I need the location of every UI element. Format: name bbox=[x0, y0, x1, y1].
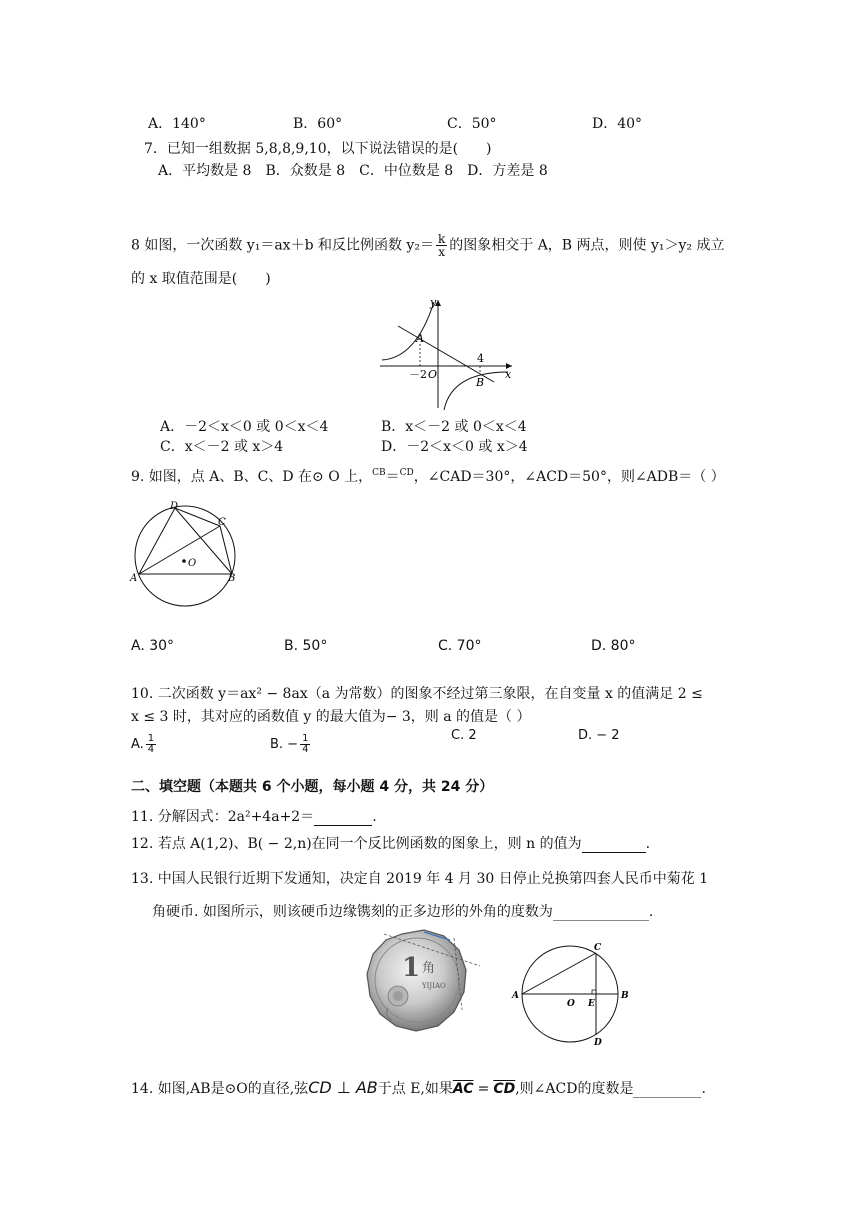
q8-hyperbola-left bbox=[382, 302, 434, 360]
q9-option-a: A. 30° bbox=[131, 638, 175, 654]
coin-pinyin: YIJIAO bbox=[422, 982, 446, 990]
q9-label-c: C bbox=[218, 517, 226, 528]
q9-option-d: D. 80° bbox=[591, 638, 636, 654]
q13-line1: 13. 中国人民银行近期下发通知，决定自 2019 年 4 月 30 日停止兑换第四套人民币中菊花 1 bbox=[131, 871, 709, 887]
q8-x-label: x bbox=[505, 368, 512, 381]
q8-stem-line2: 的 x 取值范围是( ) bbox=[131, 271, 271, 287]
q10-option-a-num: 1 bbox=[147, 733, 155, 744]
q14-stem-part1: 14. 如图,AB是⊙O的直径,弦 bbox=[131, 1081, 309, 1097]
q9-stem bbox=[131, 466, 725, 486]
q10-option-b-den: 4 bbox=[302, 744, 309, 755]
q9-eq: ＝ bbox=[385, 469, 400, 485]
q8-function-graph bbox=[376, 296, 516, 414]
q14-label-d: D bbox=[594, 1038, 602, 1048]
q14 bbox=[131, 1078, 706, 1098]
q14-label-b: B bbox=[621, 991, 629, 1001]
q9-arc-cd-text: CD bbox=[399, 468, 414, 478]
q10-line1: 10. 二次函数 y＝ax² − 8ax（a 为常数）的图象不经过第三象限，在自变量 x 的值满足 2 ≤ bbox=[131, 686, 703, 702]
q6-option-d: D．40° bbox=[592, 116, 643, 132]
q14-label-o: O bbox=[567, 999, 575, 1009]
q14-eq: = bbox=[477, 1081, 490, 1097]
q9-label-o: O bbox=[188, 558, 197, 569]
q12-end: . bbox=[645, 836, 651, 852]
q6-option-a: A．140° bbox=[148, 116, 206, 132]
q10-option-a-prefix: A. bbox=[131, 737, 144, 752]
q14-stem-part2: 于点 E,如果 bbox=[377, 1081, 453, 1097]
q8-stem-line1 bbox=[131, 233, 725, 258]
coin-numeral: 1 bbox=[402, 953, 421, 983]
q8-four-label: 4 bbox=[477, 352, 484, 365]
q9-segment-ad bbox=[139, 508, 175, 574]
q9-stem-part2: ，∠CAD＝30°，∠ACD＝50°，则∠ADB＝（ ） bbox=[413, 469, 725, 485]
q11-answer-blank[interactable] bbox=[314, 809, 372, 826]
q11 bbox=[131, 806, 377, 826]
q14-label-c: C bbox=[594, 943, 602, 953]
q9-option-b: B. 50° bbox=[284, 638, 328, 654]
q9-arc-cb bbox=[372, 468, 386, 478]
q6-option-b: B．60° bbox=[293, 116, 343, 132]
q10-option-a-den: 4 bbox=[147, 744, 155, 755]
q9-center-dot bbox=[182, 559, 186, 563]
q12-stem: 12. 若点 A(1,2)、B( − 2,n)在同一个反比例函数的图象上，则 n 的值为 bbox=[131, 836, 582, 852]
q7-options: A．平均数是 8 B．众数是 8 C．中位数是 8 D．方差是 8 bbox=[158, 163, 548, 179]
q14-arc-ac: $\overline{AC}$ bbox=[452, 1081, 474, 1097]
q8-stem-part2: 的图象相交于 A，B 两点，则使 y₁＞y₂ 成立 bbox=[449, 237, 725, 254]
q9-stem-part1: 9. 如图，点 A、B、C、D 在⊙ O 上， bbox=[131, 469, 373, 485]
q8-point-a-label: A bbox=[416, 332, 424, 345]
q9-segment-dc bbox=[175, 508, 220, 526]
section2-title: 二、填空题（本题共 6 个小题，每小题 4 分，共 24 分） bbox=[131, 779, 494, 795]
q14-arc-cd: $\overline{CD}$ bbox=[493, 1081, 516, 1097]
q8-y-label: y bbox=[430, 296, 437, 309]
q8-frac-den: x bbox=[438, 245, 445, 259]
q9-arc-cb-text: CB bbox=[372, 468, 386, 478]
coin-image bbox=[362, 928, 486, 1034]
q10-option-a bbox=[131, 734, 158, 755]
q8-option-b: B．x＜－2 或 0＜x＜4 bbox=[381, 419, 527, 435]
q10-option-d: D. − 2 bbox=[578, 728, 620, 743]
q9-label-b: B bbox=[228, 573, 236, 584]
q9-label-d: D bbox=[170, 501, 179, 512]
q14-circle-figure bbox=[508, 940, 634, 1048]
q8-option-c: C．x＜－2 或 x＞4 bbox=[160, 439, 284, 455]
q8-fraction bbox=[436, 233, 447, 258]
q8-frac-num: k bbox=[437, 232, 446, 246]
q9-circle-figure bbox=[128, 498, 240, 610]
q13-line2-text: 角硬币. 如图所示，则该硬币边缘镌刻的正多边形的外角的度数为 bbox=[152, 904, 553, 920]
q9-segment-ac bbox=[139, 526, 220, 574]
q10-option-b-fraction bbox=[300, 734, 310, 755]
q8-stem-part1: 8 如图，一次函数 y₁＝ax＋b 和反比例函数 y₂＝ bbox=[131, 237, 434, 254]
q12-answer-blank[interactable] bbox=[582, 836, 646, 853]
q12 bbox=[131, 833, 650, 853]
q14-label-a: A bbox=[512, 991, 519, 1001]
q9-arc-cd bbox=[400, 468, 414, 478]
q14-answer-blank[interactable] bbox=[633, 1081, 701, 1098]
q14-stem-part3: ,则∠ACD的度数是 bbox=[515, 1081, 634, 1097]
q13-line2 bbox=[152, 901, 653, 921]
q14-label-e: E bbox=[588, 999, 595, 1009]
q8-origin-label: O bbox=[428, 368, 438, 381]
q8-option-d: D．－2＜x＜0 或 x＞4 bbox=[381, 439, 528, 455]
q10-line2: x ≤ 3 时，其对应的函数值 y 的最大值为− 3，则 a 的值是（ ） bbox=[131, 709, 531, 725]
q8-neg2-label: －2 bbox=[409, 368, 427, 381]
q10-option-c: C. 2 bbox=[451, 728, 477, 743]
q6-option-c: C．50° bbox=[447, 116, 497, 132]
q14-end: . bbox=[701, 1081, 706, 1097]
coin-jiao: 角 bbox=[422, 961, 436, 976]
q10-option-b-num: 1 bbox=[302, 733, 309, 744]
q9-label-a: A bbox=[130, 573, 138, 584]
q13-end: . bbox=[648, 904, 654, 920]
q10-option-b-prefix: B. − bbox=[270, 737, 299, 752]
q11-end: . bbox=[372, 809, 377, 825]
q11-stem: 11. 分解因式：2a²+4a+2＝ bbox=[131, 809, 315, 825]
q14-cd-perp-ab: CD ⊥ AB bbox=[308, 1078, 378, 1097]
q8-point-b-label: B bbox=[476, 376, 485, 389]
q14-right-angle bbox=[592, 990, 596, 994]
q14-segment-ac bbox=[522, 953, 596, 994]
q8-option-a: A．－2＜x＜0 或 0＜x＜4 bbox=[160, 419, 329, 435]
q10-option-a-fraction bbox=[146, 734, 156, 755]
q7-stem: 7．已知一组数据 5,8,8,9,10，以下说法错误的是( ) bbox=[144, 141, 492, 157]
q13-answer-blank[interactable] bbox=[553, 904, 649, 921]
q10-option-b bbox=[270, 734, 312, 755]
q9-option-c: C. 70° bbox=[438, 638, 482, 654]
